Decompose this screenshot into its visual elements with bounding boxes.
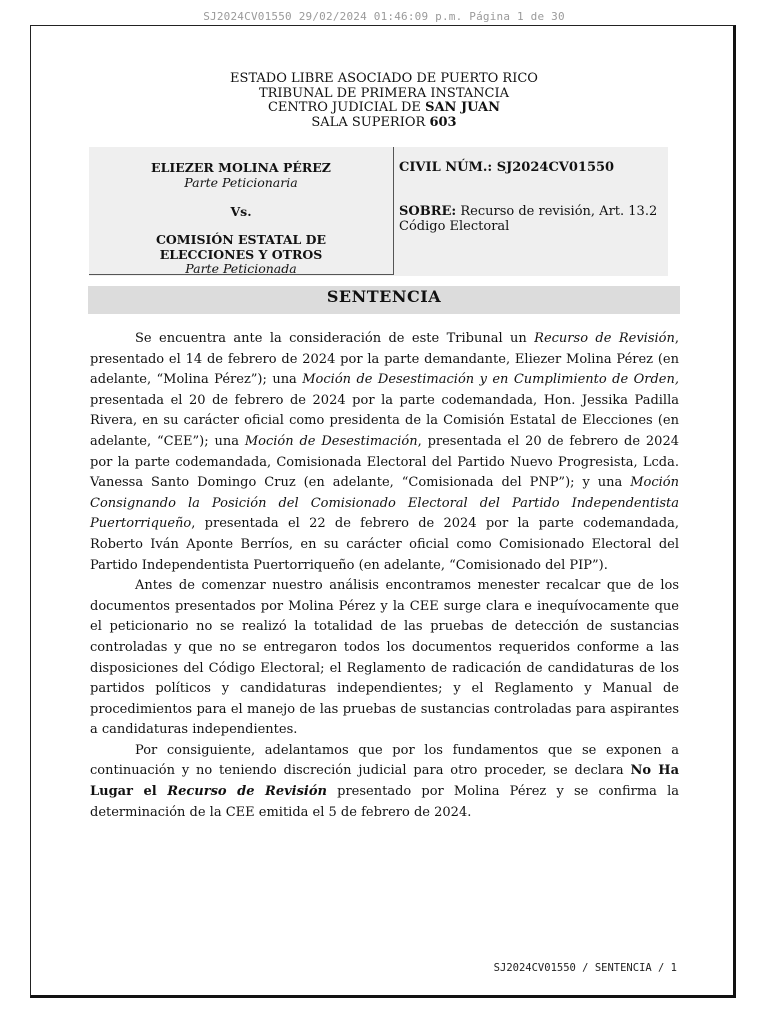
- header-line-1: ESTADO LIBRE ASOCIADO DE PUERTO RICO: [230, 71, 538, 86]
- paragraph-2: Antes de comenzar nuestro análisis encontramos menester recalcar que de los documentos presentados por Molina Pérez y la CEE surge clara e inequívocamente que el peticionario no se realizó la totalidad de las pruebas de detección de sustancias controladas y que no se entregaron todos los documentos requeridos conforme a las disposiciones del Código Electoral; el Reglamento de radicación de candidaturas de los partidos políticos y candidaturas independientes; y el Reglamento y Manual de procedimientos para el manejo de las pruebas de sustancias controladas para aspirantes a candidaturas independientes.: [90, 578, 679, 738]
- header-line-4: SALA SUPERIOR 603: [311, 114, 457, 130]
- respondent-role: Parte Peticionada: [185, 261, 297, 276]
- petitioner-role: Parte Peticionaria: [184, 175, 298, 190]
- document-body: [90, 329, 679, 823]
- parties-box: [89, 147, 394, 275]
- respondent-name-line-2: ELECCIONES Y OTROS: [159, 247, 323, 262]
- subject-label: SOBRE:: [399, 204, 457, 219]
- case-number: CIVIL NÚM.: SJ2024CV01550: [399, 160, 615, 175]
- courtroom-number: 603: [429, 114, 457, 130]
- judicial-center: SAN JUAN: [425, 100, 501, 115]
- court-header: [0, 72, 768, 130]
- case-subject: SOBRE: Recurso de revisión, Art. 13.2 Código Electoral: [399, 204, 658, 234]
- versus-label: Vs.: [230, 204, 252, 219]
- document-title: SENTENCIA: [88, 286, 680, 314]
- paragraph-1: Se encuentra ante la consideración de este Tribunal un Recurso de Revisión, presentado el 14 de febrero de 2024 por la parte demandante, Eliezer Molina Pérez (en adelante, “Molina Pérez”); una Moción de Desestimación y en Cumplimiento de Orden, presentada el 20 de febrero de 2024 por la parte codemandada, Hon. Jessika Padilla Rivera, en su carácter oficial como presidenta de la Comisión Estatal de Elecciones (en adelante, “CEE”); una Moción de Desestimación, presentada el 20 de febrero de 2024 por la parte codemandada, Comisionada Electoral del Partido Nuevo Progresista, Lcda. Vanessa Santo Domingo Cruz (en adelante, “Comisionada del PNP”); y una Moción Consignando la Posición del Comisionado Electoral del Partido Independentista Puertorriqueño, presentada el 22 de febrero de 2024 por la parte codemandada, Roberto Iván Aponte Berríos, en su carácter oficial como Comisionado Electoral del Partido Independentista Puertorriqueño (en adelante, “Comisionado del PIP”).: [90, 331, 679, 573]
- header-line-3: CENTRO JUDICIAL DE SAN JUAN: [267, 100, 501, 115]
- document-stamp: SJ2024CV01550 29/02/2024 01:46:09 p.m. Página 1 de 30: [203, 10, 565, 23]
- header-line-2: TRIBUNAL DE PRIMERA INSTANCIA: [258, 85, 510, 101]
- petitioner-name: ELIEZER MOLINA PÉREZ: [151, 160, 331, 175]
- case-caption: [89, 147, 668, 276]
- paragraph-3: Por consiguiente, adelantamos que por los fundamentos que se exponen a continuación y no teniendo discreción judicial para otro proceder, se declara No Ha Lugar el Recurso de Revisión presentado por Molina Pérez y se confirma la determinación de la CEE emitida el 5 de febrero de 2024.: [90, 742, 680, 820]
- respondent-name-line-1: COMISIÓN ESTATAL DE: [155, 232, 327, 247]
- page-footer: SJ2024CV01550 / SENTENCIA / 1: [493, 962, 677, 974]
